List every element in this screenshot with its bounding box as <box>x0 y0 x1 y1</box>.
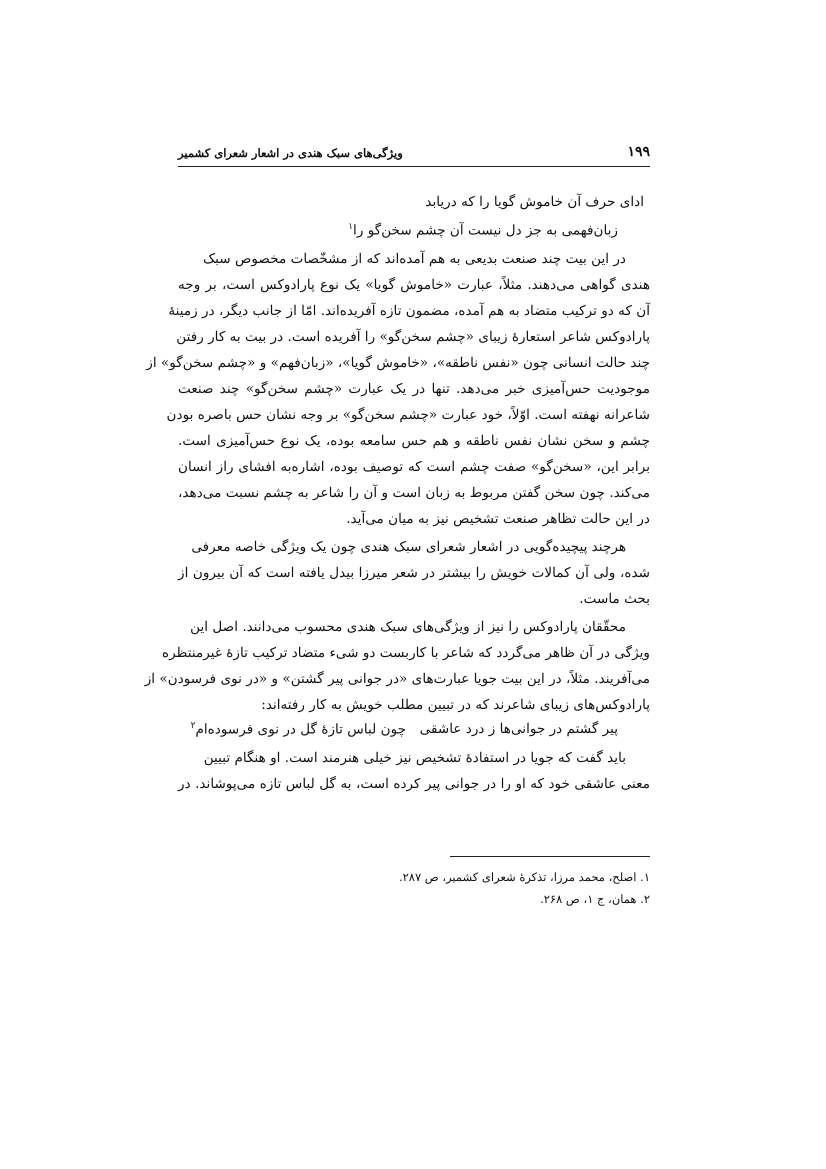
para1-line: می‌کند. چون سخن گفتن مربوط به زبان است و آن را شاعر به چشم نسبت می‌دهد، <box>178 485 650 501</box>
para1-line: شاعرانه نهفته است. اوّلاً، خود عبارت «چشم سخن‌گو» بر وجه نشان حس باصره بودن <box>166 407 650 423</box>
verse1-line2-text: زبان‌فهمی به جز دل نیست آن چشم سخن‌گو را <box>353 222 618 239</box>
para1-line: آن که دو ترکیب متضاد به هم آمده، مضمون تازه آفریده‌اند. امّا از جانب دیگر، در زمینهٔ <box>168 303 650 319</box>
para2-line: هرچند پیچیده‌گویی در اشعار شعرای سبک هندی چون یک ویژگی خاصه معرفی <box>191 539 626 555</box>
running-title: ویژگی‌های سبک هندی در اشعار شعرای کشمیر <box>178 146 403 160</box>
header-rule <box>178 166 650 167</box>
para3-line: پارادوکس‌های زیبای شاعرند که در تبیین مطلب خویش به کار رفته‌اند: <box>261 697 650 713</box>
page-header <box>178 140 650 164</box>
footnote-ref-1: ۱ <box>348 222 354 232</box>
para1-line: هندی گواهی می‌دهند. مثلاً، عبارت «خاموش گویا» یک نوع پارادوکس است، بر وجه <box>178 277 650 293</box>
verse1-line1: ادای حرف آن خاموش گویا را که دریابد <box>425 194 644 210</box>
footnote-rule <box>450 856 650 857</box>
verse2-hemistich2-text: چون لباس تازهٔ گل در نوی فرسوده‌ام <box>195 721 406 738</box>
footnote-ref-2: ۲ <box>190 721 196 731</box>
verse2-hemistich2 <box>191 721 406 738</box>
para4-line: باید گفت که جویا در استفادهٔ تشخیص نیز خیلی هنرمند است. او هنگام تبیین <box>203 750 626 766</box>
page-number: ۱۹۹ <box>627 144 650 160</box>
verse1-line2 <box>348 222 618 239</box>
para2-line: بحث ماست. <box>579 591 650 607</box>
para1-line: موجودیت حس‌آمیزی خبر می‌دهد. تنها در یک عبارت «چشم سخن‌گو» چند صنعت <box>178 381 650 397</box>
para3-line: ویژگی در آن ظاهر می‌گردد که شاعر با کاربست دو شیء متضاد ترکیب تازهٔ غیرمنتظره <box>162 645 650 661</box>
footnote-2: ۲. همان، ج ۱، ص ۲۶۸. <box>540 892 650 906</box>
para4-line: معنی عاشقی خود که او را در جوانی پیر کرده است، به گل لباس تازه می‌پوشاند. در <box>178 776 650 792</box>
para1-line: در این حالت تظاهر صنعت تشخیص نیز به میان می‌آید. <box>346 511 650 527</box>
para3-line: محقّقان پارادوکس را نیز از ویژگی‌های سبک هندی محسوب می‌دانند. اصل این <box>190 619 626 635</box>
para1-line: در این بیت چند صنعت بدیعی به هم آمده‌اند که از مشخّصات مخصوص سبک <box>203 251 626 267</box>
para1-line: چند حالت انسانی چون «نفس ناطقه»، «خاموش گویا»، «زبان‌فهم» و «چشم سخن‌گو» از <box>146 355 650 371</box>
para1-line: برابر این، «سخن‌گو» صفت چشم است که توصیف بوده، اشاره‌به افشای راز انسان <box>178 459 650 475</box>
para1-line: چشم و سخن نشان نفس ناطقه و هم حس سامعه بوده، یک نوع حس‌آمیزی است. <box>178 433 650 449</box>
footnote-1: ۱. اصلح، محمد مرزا، تذکرهٔ شعرای کشمیر، ص ۲۸۷. <box>398 870 650 884</box>
para2-line: شده، ولی آن کمالات خویش را بیشتر در شعر میرزا بیدل یافته است که آن بیرون از <box>178 565 650 581</box>
para1-line: پارادوکس شاعر استعارهٔ زیبای «چشم سخن‌گو» را آفریده است. در بیت به کار رفتن <box>176 329 650 345</box>
verse2-hemistich1: پیر گشتم در جوانی‌ها ز درد عاشقی <box>419 721 618 737</box>
para3-line: می‌آفریند. مثلاً، در این بیت جویا عبارت‌های «در جوانی پیر گشتن» و «در نوی فرسودن» از <box>144 671 650 687</box>
